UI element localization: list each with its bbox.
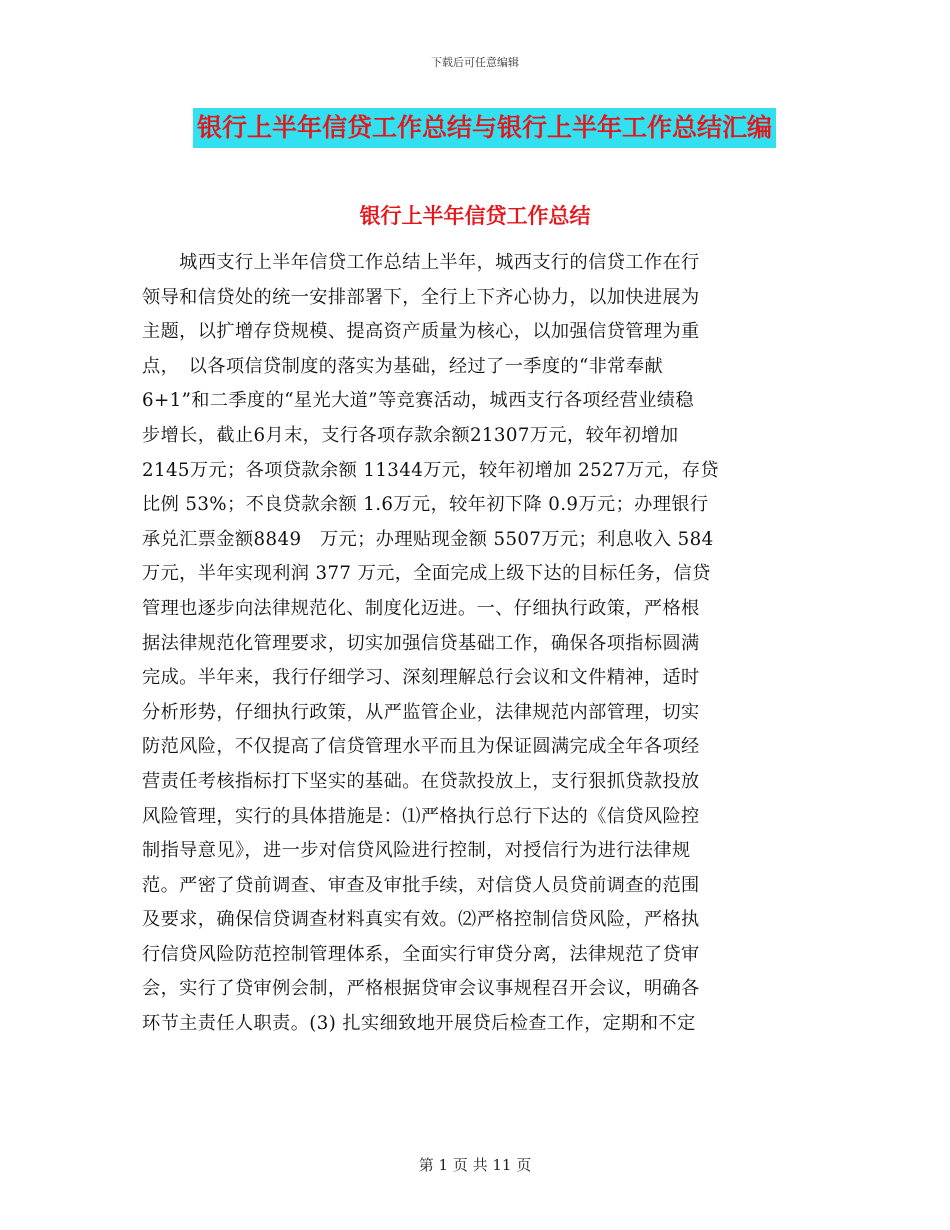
page-header-note: 下载后可任意编辑 <box>431 56 519 69</box>
body-line: 制指导意见》，进一步对信贷风险进行控制，对授信行为进行法律规 <box>142 840 691 862</box>
body-line: 及要求，确保信贷调查材料真实有效。⑵严格控制信贷风险，严格执 <box>142 909 700 931</box>
body-line: 万元，半年实现利润 377 万元，全面完成上级下达的目标任务，信贷 <box>142 563 711 585</box>
body-line: 点， 以各项信贷制度的落实为基础，经过了一季度的“非常奉献 <box>142 355 664 377</box>
body-line: 领导和信贷处的统一安排部署下，全行上下齐心协力，以加快进展为 <box>142 286 700 308</box>
page-number-footer: 第 1 页 共 11 页 <box>418 1156 532 1174</box>
body-line: 分析形势，仔细执行政策，从严监管企业，法律规范内部管理，切实 <box>142 701 700 723</box>
body-line: 防范风险，不仅提高了信贷管理水平而且为保证圆满完成全年各项经 <box>142 736 700 758</box>
body-line: 主题，以扩增存贷规模、提高资产质量为核心，以加强信贷管理为重 <box>142 321 700 343</box>
body-line: 会，实行了贷审例会制，严格根据贷审会议事规程召开会议，明确各 <box>142 978 700 1000</box>
body-line: 行信贷风险防范控制管理体系，全面实行审贷分离，法律规范了贷审 <box>142 943 700 965</box>
body-line: 6+1”和二季度的“星光大道”等竞赛活动，城西支行各项经营业绩稳 <box>142 390 694 412</box>
body-line: 比例 53%；不良贷款余额 1.6万元，较年初下降 0.9万元；办理银行 <box>142 494 709 516</box>
body-line: 据法律规范化管理要求，切实加强信贷基础工作，确保各项指标圆满 <box>142 632 700 654</box>
document-title: 银行上半年信贷工作总结与银行上半年工作总结汇编 <box>193 108 776 148</box>
body-line: 范。严密了贷前调查、审查及审批手续，对信贷人员贷前调查的范围 <box>142 874 700 896</box>
body-paragraph <box>142 246 802 1042</box>
section-title: 银行上半年信贷工作总结 <box>359 204 591 228</box>
body-line: 环节主责任人职责。(3) 扎实细致地开展贷后检查工作，定期和不定 <box>142 1013 696 1035</box>
body-line: 承兑汇票金额8849 万元；办理贴现金额 5507万元；利息收入 584 <box>142 528 714 550</box>
body-line: 2145万元；各项贷款余额 11344万元，较年初增加 2527万元，存贷 <box>142 459 719 481</box>
body-line: 完成。半年来，我行仔细学习、深刻理解总行会议和文件精神，适时 <box>142 667 700 689</box>
body-line: 风险管理，实行的具体措施是：⑴严格执行总行下达的《信贷风险控 <box>142 805 700 827</box>
body-line: 步增长，截止6月末，支行各项存款余额21307万元，较年初增加 <box>142 424 679 446</box>
body-line: 营责任考核指标打下坚实的基础。在贷款投放上，支行狠抓贷款投放 <box>142 770 700 792</box>
body-line: 城西支行上半年信贷工作总结上半年，城西支行的信贷工作在行 <box>142 252 700 273</box>
body-line: 管理也逐步向法律规范化、制度化迈进。一、仔细执行政策，严格根 <box>142 597 700 619</box>
